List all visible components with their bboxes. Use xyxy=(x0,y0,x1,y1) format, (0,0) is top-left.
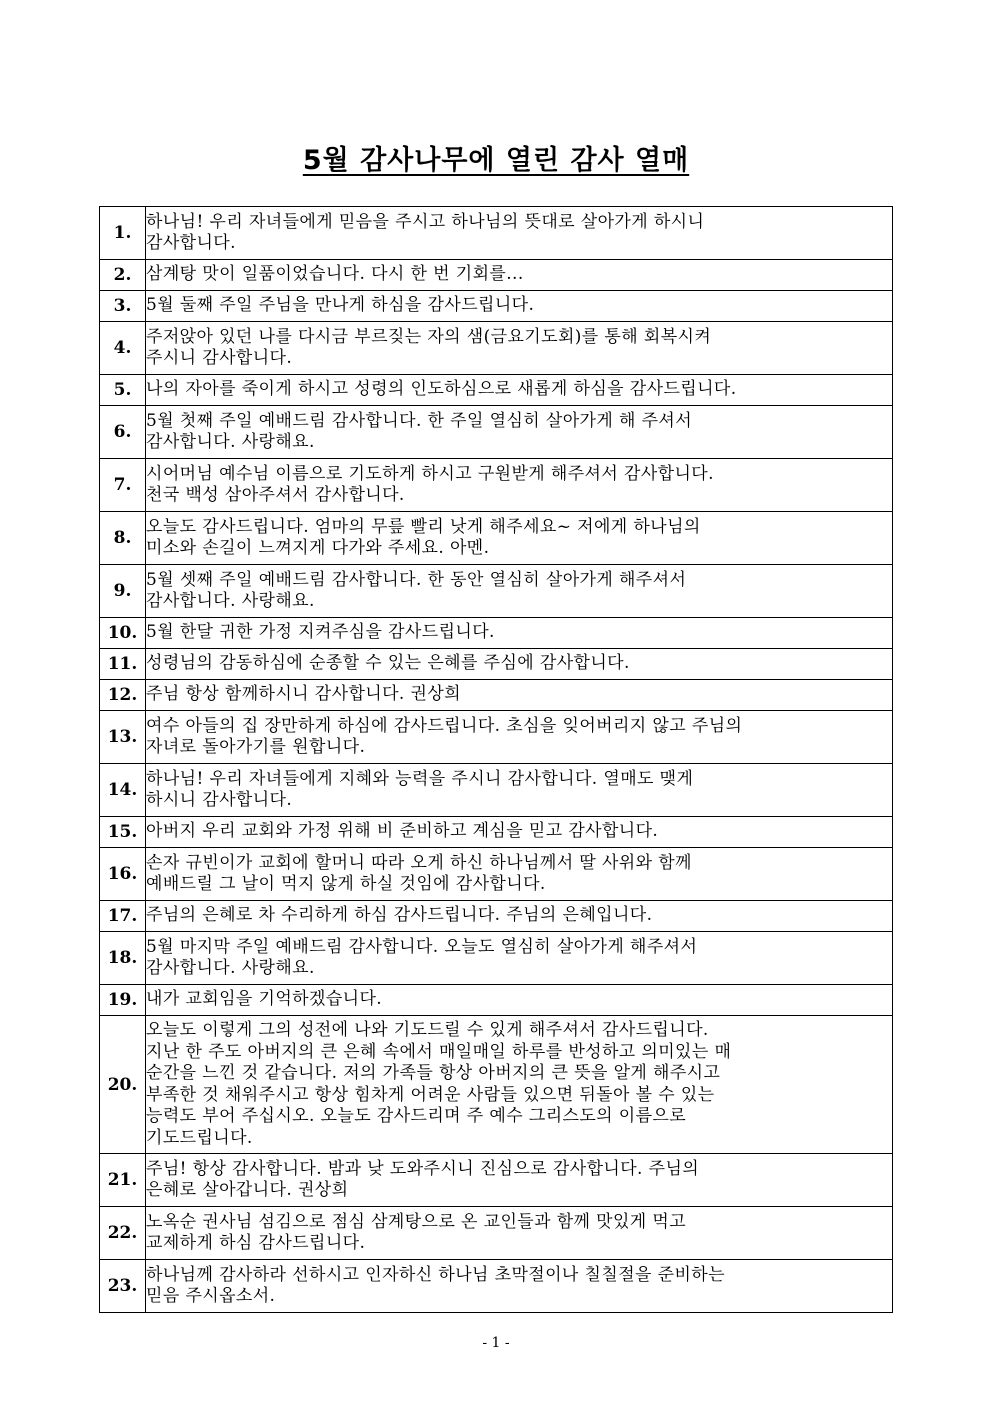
item-text xyxy=(146,649,893,680)
table-row xyxy=(100,1154,893,1207)
table-row xyxy=(100,932,893,985)
item-text-line: 감사합니다. xyxy=(146,233,236,253)
item-number: 13. xyxy=(100,711,146,764)
item-text xyxy=(146,375,893,406)
item-text-line: 성령님의 감동하심에 순종할 수 있는 은혜를 주심에 감사합니다. xyxy=(146,653,630,674)
item-text xyxy=(146,1016,893,1154)
item-text-line: 여수 아들의 집 장만하게 하심에 감사드립니다. 초심을 잊어버리지 않고 주님의 xyxy=(146,715,743,736)
item-text xyxy=(146,817,893,848)
item-text xyxy=(146,459,893,512)
item-text-line: 5월 한달 귀한 가정 지켜주심을 감사드립니다. xyxy=(146,622,495,643)
item-text-line: 나의 자아를 죽이게 하시고 성령의 인도하심으로 새롭게 하심을 감사드립니다. xyxy=(146,379,737,400)
item-text xyxy=(146,764,893,817)
table-row xyxy=(100,512,893,565)
table-row xyxy=(100,207,893,260)
item-number: 15. xyxy=(100,817,146,848)
item-text xyxy=(146,291,893,322)
gratitude-table-body xyxy=(100,207,893,1313)
item-number: 10. xyxy=(100,618,146,649)
item-text-line: 주저앉아 있던 나를 다시금 부르짖는 자의 샘(금요기도회)를 통해 회복시켜 xyxy=(146,326,712,347)
item-text xyxy=(146,565,893,618)
item-text-line: 미소와 손길이 느껴지게 다가와 주세요. 아멘. xyxy=(146,538,490,558)
item-text-line: 시어머님 예수님 이름으로 기도하게 하시고 구원받게 해주셔서 감사합니다. xyxy=(146,463,714,484)
item-text-line: 주님! 항상 감사합니다. 밤과 낮 도와주시니 진심으로 감사합니다. 주님의 xyxy=(146,1158,700,1179)
item-text-line: 지난 한 주도 아버지의 큰 은혜 속에서 매일매일 하루를 반성하고 의미있는 매 xyxy=(146,1041,732,1062)
item-text-line: 믿음 주시옵소서. xyxy=(146,1286,276,1306)
table-row xyxy=(100,1207,893,1260)
item-number: 17. xyxy=(100,901,146,932)
item-text xyxy=(146,1154,893,1207)
table-row xyxy=(100,565,893,618)
item-text xyxy=(146,322,893,375)
item-text xyxy=(146,932,893,985)
item-number: 1. xyxy=(100,207,146,260)
page-title xyxy=(0,138,992,177)
item-text-line: 천국 백성 삼아주셔서 감사합니다. xyxy=(146,485,405,505)
table-row xyxy=(100,680,893,711)
item-text-line: 아버지 우리 교회와 가정 위해 비 준비하고 계심을 믿고 감사합니다. xyxy=(146,821,659,842)
item-number: 16. xyxy=(100,848,146,901)
item-text-line: 부족한 것 채워주시고 항상 힘차게 어려운 사람들 있으면 뒤돌아 볼 수 있는 xyxy=(146,1084,715,1105)
item-number: 19. xyxy=(100,985,146,1016)
page-number: - 1 - xyxy=(482,1335,510,1351)
item-text-line: 순간을 느낀 것 같습니다. 저의 가족들 항상 아버지의 큰 뜻을 알게 해주시고 xyxy=(146,1063,721,1083)
item-text-line: 감사합니다. 사랑해요. xyxy=(146,591,315,611)
table-row xyxy=(100,291,893,322)
item-number: 22. xyxy=(100,1207,146,1260)
item-text-line: 주시니 감사합니다. xyxy=(146,348,293,368)
item-text-line: 5월 마지막 주일 예배드림 감사합니다. 오늘도 열심히 살아가게 해주셔서 xyxy=(146,936,698,957)
item-number: 5. xyxy=(100,375,146,406)
item-text-line: 하나님! 우리 자녀들에게 지혜와 능력을 주시니 감사합니다. 열매도 맺게 xyxy=(146,768,694,789)
item-text xyxy=(146,848,893,901)
item-text-line: 기도드립니다. xyxy=(146,1127,253,1148)
table-row xyxy=(100,711,893,764)
item-number: 7. xyxy=(100,459,146,512)
item-text-line: 하시니 감사합니다. xyxy=(146,790,293,810)
item-text-line: 5월 셋째 주일 예배드림 감사합니다. 한 동안 열심히 살아가게 해주셔서 xyxy=(146,569,687,590)
item-text-line: 삼계탕 맛이 일품이었습니다. 다시 한 번 기회를... xyxy=(146,264,524,285)
item-number: 2. xyxy=(100,260,146,291)
table-row xyxy=(100,764,893,817)
item-number: 12. xyxy=(100,680,146,711)
table-row xyxy=(100,1016,893,1154)
item-text xyxy=(146,260,893,291)
item-text-line: 능력도 부어 주십시오. 오늘도 감사드리며 주 예수 그리스도의 이름으로 xyxy=(146,1106,687,1126)
gratitude-table xyxy=(99,206,893,1313)
table-row xyxy=(100,375,893,406)
table-row xyxy=(100,848,893,901)
item-number: 4. xyxy=(100,322,146,375)
item-number: 3. xyxy=(100,291,146,322)
table-row xyxy=(100,1260,893,1313)
table-row xyxy=(100,459,893,512)
item-text xyxy=(146,1207,893,1260)
page-title-text: 5월 감사나무에 열린 감사 열매 xyxy=(302,145,690,176)
table-row xyxy=(100,322,893,375)
item-text xyxy=(146,680,893,711)
item-text-line: 5월 첫째 주일 예배드림 감사합니다. 한 주일 열심히 살아가게 해 주셔서 xyxy=(146,410,693,431)
item-number: 21. xyxy=(100,1154,146,1207)
item-number: 8. xyxy=(100,512,146,565)
item-text-line: 노옥순 권사님 섬김으로 점심 삼계탕으로 온 교인들과 함께 맛있게 먹고 xyxy=(146,1211,687,1232)
item-text-line: 주님의 은혜로 차 수리하게 하심 감사드립니다. 주님의 은혜입니다. xyxy=(146,905,653,926)
item-text-line: 5월 둘째 주일 주님을 만나게 하심을 감사드립니다. xyxy=(146,295,535,316)
item-text-line: 오늘도 감사드립니다. 엄마의 무릎 빨리 낫게 해주세요~ 저에게 하나님의 xyxy=(146,516,701,537)
item-number: 9. xyxy=(100,565,146,618)
item-text xyxy=(146,711,893,764)
table-row xyxy=(100,406,893,459)
item-text-line: 하나님께 감사하라 선하시고 인자하신 하나님 초막절이나 칠칠절을 준비하는 xyxy=(146,1264,725,1285)
item-number: 23. xyxy=(100,1260,146,1313)
item-text-line: 내가 교회임을 기억하겠습니다. xyxy=(146,989,383,1010)
item-text-line: 감사합니다. 사랑해요. xyxy=(146,958,315,978)
item-text-line: 주님 항상 함께하시니 감사합니다. 권상희 xyxy=(146,684,461,705)
item-number: 14. xyxy=(100,764,146,817)
item-text-line: 자녀로 돌아가기를 원합니다. xyxy=(146,737,366,757)
table-row xyxy=(100,618,893,649)
item-text xyxy=(146,512,893,565)
item-text-line: 예배드릴 그 날이 먹지 않게 하실 것임에 감사합니다. xyxy=(146,874,546,894)
item-number: 18. xyxy=(100,932,146,985)
item-number: 6. xyxy=(100,406,146,459)
table-row xyxy=(100,985,893,1016)
item-text xyxy=(146,1260,893,1313)
table-row xyxy=(100,260,893,291)
item-text-line: 은혜로 살아갑니다. 권상희 xyxy=(146,1180,349,1200)
item-text xyxy=(146,406,893,459)
item-text xyxy=(146,618,893,649)
item-text-line: 하나님! 우리 자녀들에게 믿음을 주시고 하나님의 뜻대로 살아가게 하시니 xyxy=(146,211,705,232)
table-row xyxy=(100,901,893,932)
item-text-line: 교제하게 하심 감사드립니다. xyxy=(146,1233,366,1253)
item-text-line: 오늘도 이렇게 그의 성전에 나와 기도드릴 수 있게 해주셔서 감사드립니다. xyxy=(146,1020,709,1040)
item-text xyxy=(146,901,893,932)
table-row xyxy=(100,817,893,848)
item-number: 20. xyxy=(100,1016,146,1154)
item-number: 11. xyxy=(100,649,146,680)
item-text-line: 감사합니다. 사랑해요. xyxy=(146,432,315,452)
item-text-line: 손자 규빈이가 교회에 할머니 따라 오게 하신 하나님께서 딸 사위와 함께 xyxy=(146,852,692,873)
item-text xyxy=(146,207,893,260)
item-text xyxy=(146,985,893,1016)
table-row xyxy=(100,649,893,680)
